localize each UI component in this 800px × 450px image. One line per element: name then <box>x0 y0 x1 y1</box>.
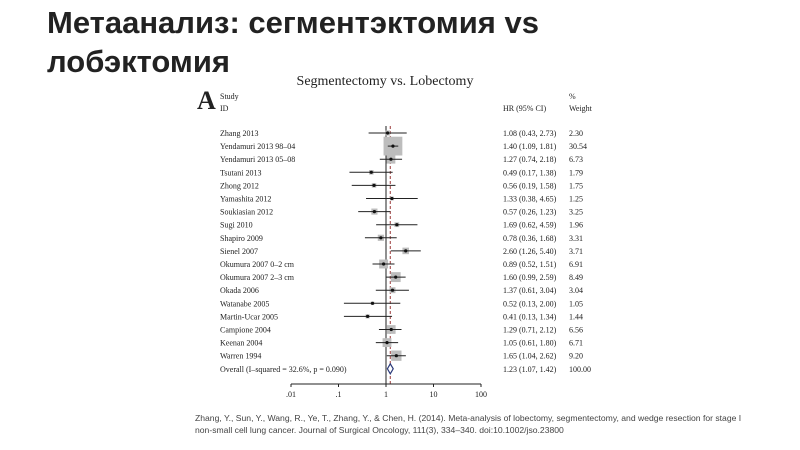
weight-label: 1.05 <box>569 299 583 309</box>
weight-label: 1.25 <box>569 194 583 204</box>
study-label: Sugi 2010 <box>220 220 253 230</box>
hr-ci-label: 1.33 (0.38, 4.65) <box>503 194 557 204</box>
weight-label: 1.44 <box>569 312 583 322</box>
hr-ci-label: 0.56 (0.19, 1.58) <box>503 181 557 191</box>
x-tick-label: .1 <box>335 390 342 399</box>
hr-ci-label: 0.57 (0.26, 1.23) <box>503 207 557 217</box>
study-label: Martin-Ucar 2005 <box>220 312 278 322</box>
hr-ci-label: 1.05 (0.61, 1.80) <box>503 338 557 348</box>
header-weight: Weight <box>569 104 592 113</box>
weight-label: 3.25 <box>569 207 583 217</box>
point-estimate <box>386 131 389 134</box>
point-estimate <box>371 302 374 305</box>
study-label: Keenan 2004 <box>220 338 263 348</box>
study-label: Sienel 2007 <box>220 246 258 256</box>
hr-ci-label: 0.52 (0.13, 2.00) <box>503 299 557 309</box>
header-id: ID <box>220 104 229 113</box>
hr-ci-label: 1.65 (1.04, 2.62) <box>503 351 557 361</box>
overall-hr-ci-label: 1.23 (1.07, 1.42) <box>503 364 557 374</box>
point-estimate <box>366 315 369 318</box>
point-estimate <box>390 328 393 331</box>
hr-ci-label: 1.69 (0.62, 4.59) <box>503 220 557 230</box>
study-label: Tsutani 2013 <box>220 168 262 178</box>
point-estimate <box>389 158 392 161</box>
overall-weight-label: 100.00 <box>569 364 591 374</box>
point-estimate <box>382 262 385 265</box>
x-tick-label: 10 <box>429 390 438 399</box>
study-label: Watanabe 2005 <box>220 299 270 309</box>
weight-label: 3.04 <box>569 286 583 296</box>
study-label: Warren 1994 <box>220 351 262 361</box>
study-label: Yendamuri 2013 05–08 <box>220 155 296 165</box>
hr-ci-label: 1.29 (0.71, 2.12) <box>503 325 557 335</box>
point-estimate <box>391 289 394 292</box>
study-label: Okada 2006 <box>220 286 259 296</box>
point-estimate <box>395 354 398 357</box>
study-label: Zhong 2012 <box>220 181 259 191</box>
weight-label: 1.96 <box>569 220 583 230</box>
hr-ci-label: 1.40 (1.09, 1.81) <box>503 142 557 152</box>
study-label: Yamashita 2012 <box>220 194 272 204</box>
study-label: Okumura 2007 0–2 cm <box>220 260 294 269</box>
weight-label: 6.91 <box>569 260 583 269</box>
weight-label: 1.75 <box>569 181 583 191</box>
weight-label: 2.30 <box>569 129 583 138</box>
weight-label: 6.71 <box>569 338 583 348</box>
hr-ci-label: 0.49 (0.17, 1.38) <box>503 168 557 178</box>
hr-ci-label: 1.60 (0.99, 2.59) <box>503 273 557 283</box>
weight-label: 8.49 <box>569 273 583 283</box>
hr-ci-label: 2.60 (1.26, 5.40) <box>503 246 557 256</box>
study-label: Soukiasian 2012 <box>220 207 274 217</box>
overall-label: Overall (I–squared = 32.6%, p = 0.090) <box>220 364 347 374</box>
header-study: Study <box>220 92 239 101</box>
study-label: Okumura 2007 2–3 cm <box>220 273 294 283</box>
hr-ci-label: 1.27 (0.74, 2.18) <box>503 155 557 165</box>
study-label: Campione 2004 <box>220 325 271 335</box>
hr-ci-label: 1.08 (0.43, 2.73) <box>503 129 557 138</box>
citation-text: Zhang, Y., Sun, Y., Wang, R., Ye, T., Zhang, Y., & Chen, H. (2014). Meta-analysis of lobectomy, segmentectomy, and wedge resection for stage I non-small cell lung cancer. Journal of Surgical Oncology, 111(3), 334–340. doi:10.1002/jso.23800 <box>195 413 742 435</box>
point-estimate <box>395 223 398 226</box>
x-tick-label: 100 <box>475 390 487 399</box>
weight-label: 3.71 <box>569 246 583 256</box>
panel-label: A <box>197 86 216 115</box>
weight-label: 6.56 <box>569 325 583 335</box>
x-tick-label: 1 <box>384 390 388 399</box>
point-estimate <box>404 249 407 252</box>
x-tick-label: .01 <box>286 390 296 399</box>
header-hr: HR (95% CI) <box>503 104 547 113</box>
slide-title-line1: Метаанализ: сегментэктомия vs <box>47 5 539 40</box>
weight-label: 3.31 <box>569 233 583 243</box>
weight-label: 1.79 <box>569 168 583 178</box>
hr-ci-label: 0.78 (0.36, 1.68) <box>503 233 557 243</box>
hr-ci-label: 0.89 (0.52, 1.51) <box>503 260 557 269</box>
weight-label: 6.73 <box>569 155 583 165</box>
slide-title-line2: лобэктомия <box>47 44 230 79</box>
study-label: Yendamuri 2013 98–04 <box>220 142 296 152</box>
point-estimate <box>385 341 388 344</box>
point-estimate <box>373 210 376 213</box>
point-estimate <box>370 171 373 174</box>
point-estimate <box>390 197 393 200</box>
point-estimate <box>394 276 397 279</box>
overall-diamond <box>387 364 393 374</box>
weight-label: 30.54 <box>569 142 587 152</box>
point-estimate <box>379 236 382 239</box>
point-estimate <box>391 145 394 148</box>
point-estimate <box>372 184 375 187</box>
study-label: Zhang 2013 <box>220 129 259 138</box>
hr-ci-label: 0.41 (0.13, 1.34) <box>503 312 557 322</box>
header-pct: % <box>569 92 576 101</box>
weight-label: 9.20 <box>569 351 583 361</box>
hr-ci-label: 1.37 (0.61, 3.04) <box>503 286 557 296</box>
study-label: Shapiro 2009 <box>220 233 263 243</box>
chart-title: Segmentectomy vs. Lobectomy <box>296 74 474 89</box>
